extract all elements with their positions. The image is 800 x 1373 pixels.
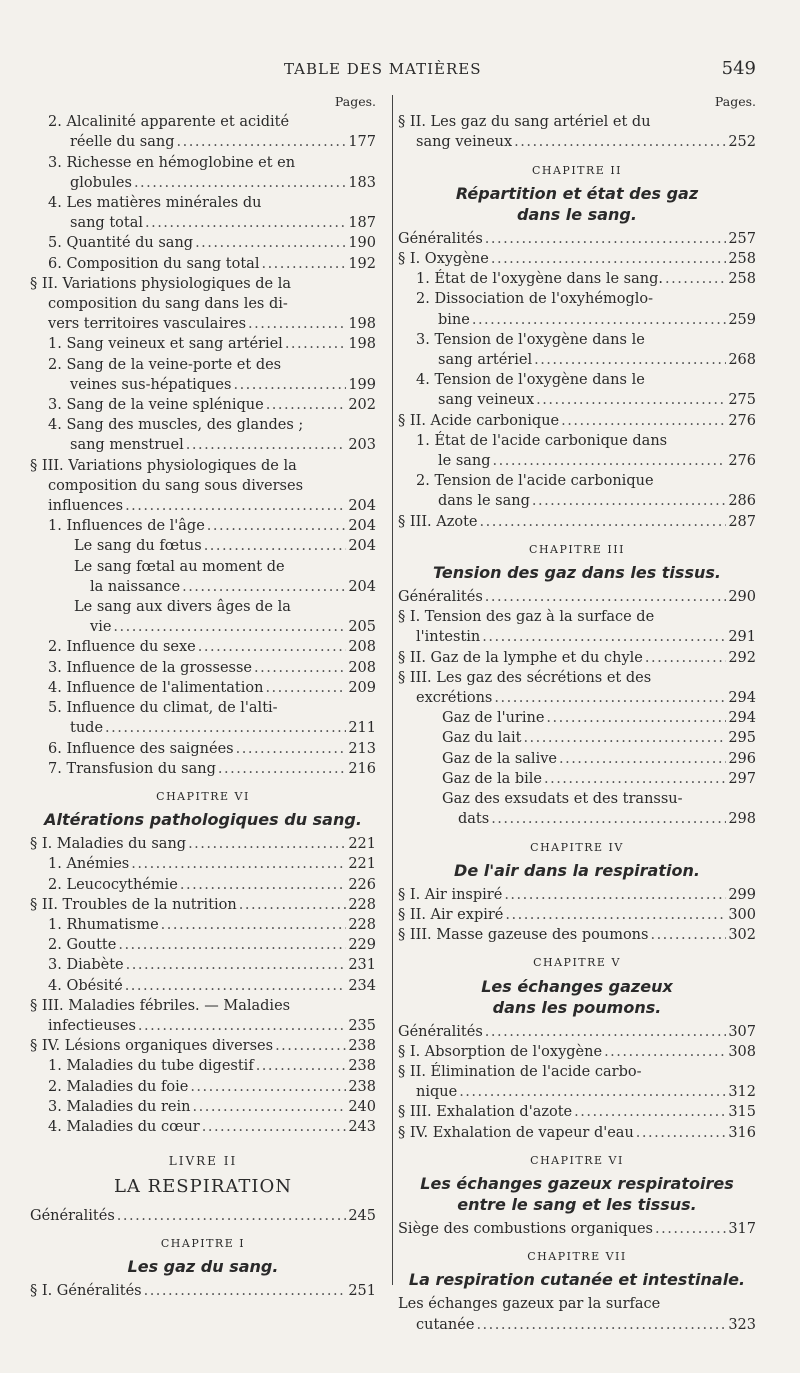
toc-entry [30,718,376,738]
toc-page: 216 [348,760,376,777]
toc-page: 275 [728,392,756,409]
toc-page: 287 [728,513,756,530]
toc-entry-text: 1. Sang veineux et sang artériel [48,336,283,353]
toc-section-text: § III. Les gaz des sécrétions et des [398,669,652,686]
toc-section-text: § III. Maladies fébriles. — Maladies [30,997,291,1014]
toc-page: 221 [348,856,376,873]
toc-entry-text: dats [458,811,490,828]
toc-page: 297 [728,770,756,787]
toc-entry-text: 4. Obésité [48,977,123,994]
chapter-title: Les échanges gazeux respiratoires [420,1173,734,1193]
toc-entry [398,728,756,748]
toc-entry [30,1206,376,1226]
part-title: LA RESPIRATION [113,1176,293,1198]
toc-page: 205 [348,619,376,636]
toc-entry-text: 2. Sang de la veine-porte et des [48,356,282,373]
chapter-title: Tension des gaz dans les tissus. [433,563,721,583]
toc-entry-text: 2. Tension de l'acide carbonique [416,473,654,490]
toc-entry [30,1036,376,1056]
chapter-title: dans le sang. [517,204,637,224]
toc-entry-text: 4. Tension de l'oxygène dans le [416,372,645,389]
toc-page: 307 [728,1023,756,1040]
toc-entry [30,395,376,415]
toc-entry-text: § III. Azote [398,513,478,530]
toc-entry [30,375,376,395]
toc-entry-text: § II. Gaz de la lymphe et du chyle [398,649,643,666]
toc-entry [398,1082,756,1102]
toc-entry-text: 2. Dissociation de l'oxyhémoglo- [416,291,654,308]
toc-entry-text: réelle du sang [70,134,175,151]
toc-entry [398,1102,756,1122]
toc-page: 316 [728,1124,756,1141]
toc-entry [30,976,376,996]
toc-entry-text: 4. Sang des muscles, des glandes ; [48,417,304,434]
toc-page: 238 [348,1058,376,1075]
toc-entry-text: dans le sang [438,493,530,510]
toc-entry-text: vie [90,619,112,636]
toc-entry-text: 2. Maladies du foie [48,1078,189,1095]
pages-label: Pages. [334,94,376,109]
toc-entry-text: sang veineux [416,134,513,151]
toc-page: 286 [728,493,756,510]
toc-entry-text: vers territoires vasculaires [48,316,247,333]
toc-entry [398,269,756,289]
toc-entry-text: excrétions [416,690,493,707]
toc-page: 235 [348,1017,376,1034]
toc-entry-text: sang total [70,215,143,232]
toc-page: 292 [728,649,756,666]
toc-page: 234 [348,977,376,994]
toc-entry [30,233,376,253]
toc-entry [398,905,756,925]
toc-entry-text: 1. État de l'acide carbonique dans [416,432,668,449]
chapter-title: Répartition et état des gaz [455,183,699,203]
toc-page: 240 [348,1098,376,1115]
toc-entry [30,739,376,759]
toc-entry-text: l'intestin [416,629,481,646]
toc-page: 199 [348,376,376,393]
toc-entry-text: Gaz du lait [442,730,522,747]
toc-entry-text: § III. Masse gazeuse des poumons [398,927,649,944]
toc-entry [398,249,756,269]
toc-entry [30,678,376,698]
toc-entry-text: globules [70,174,132,191]
toc-entry [398,749,756,769]
toc-section-text: composition du sang sous diverses [48,477,304,494]
toc-page: 238 [348,1038,376,1055]
toc-section-text: § II. Variations physiologiques de la [30,275,292,292]
toc-section-text: § II. Les gaz du sang artériel et du [398,114,651,131]
toc-entry [398,708,756,728]
toc-entry-text: 3. Influence de la grossesse [48,659,252,676]
right-column [398,92,756,1335]
toc-page: 294 [728,690,756,707]
toc-entry [30,637,376,657]
toc-entry [30,577,376,597]
toc-entry-text: tude [70,720,104,737]
toc-page: 315 [728,1104,756,1121]
toc-entry [398,885,756,905]
toc-entry-text: Généralités [398,230,483,247]
toc-entry-text: 1. Rhumatisme [48,916,159,933]
toc-entry-text: 2. Alcalinité apparente et acidité [48,114,290,131]
toc-page: 208 [348,639,376,656]
page-header [0,60,800,84]
toc-entry [398,925,756,945]
toc-page: 251 [348,1282,376,1299]
toc-entry-text: cutanée [416,1316,475,1333]
toc-entry-text: 1. Influences de l'âge [48,518,205,535]
toc-entry-text: 3. Diabète [48,957,124,974]
toc-entry [30,132,376,152]
toc-entry [398,809,756,829]
toc-page: 229 [348,937,376,954]
toc-page: 208 [348,659,376,676]
toc-entry [398,688,756,708]
toc-page: 245 [348,1207,376,1224]
toc-page: 317 [728,1220,756,1237]
toc-entry [30,435,376,455]
toc-entry [30,658,376,678]
toc-entry-text: § I. Absorption de l'oxygène [398,1043,603,1060]
toc-entry-text: veines sus-hépatiques [70,376,232,393]
toc-entry [30,1117,376,1137]
toc-page: 238 [348,1078,376,1095]
toc-entry [398,1123,756,1143]
toc-entry-text: Gaz des exsudats et des transsu- [442,791,683,808]
toc-entry-text: § I. Oxygène [398,251,489,268]
toc-entry-text: 7. Transfusion du sang [48,760,216,777]
chapter-title: entre le sang et les tissus. [457,1194,697,1214]
toc-entry-text: Généralités [398,1023,483,1040]
toc-section-text: composition du sang dans les di- [48,296,288,313]
toc-entry-text: 1. Anémies [48,856,130,873]
toc-page: 231 [348,957,376,974]
chapter-title: La respiration cutanée et intestinale. [408,1270,746,1290]
toc-entry-text: 3. Richesse en hémoglobine et en [48,154,296,171]
running-title: TABLE DES MATIÈRES [284,60,482,78]
toc-page: 226 [348,876,376,893]
toc-page: 228 [348,896,376,913]
toc-entry-text: 4. Influence de l'alimentation [48,679,264,696]
toc-page: 299 [728,886,756,903]
toc-entry [398,769,756,789]
toc-page: 290 [728,589,756,606]
toc-entry [30,935,376,955]
chapter-title: Les gaz du sang. [127,1256,279,1276]
toc-entry-text: § IV. Lésions organiques diverses [30,1038,274,1055]
left-column [30,92,376,1301]
toc-page: 323 [728,1316,756,1333]
chapter-title: De l'air dans la respiration. [454,860,700,880]
toc-entry-text: Le sang aux divers âges de la [74,599,291,616]
toc-entry-text: § II. Troubles de la nutrition [30,896,237,913]
toc-page: 268 [728,352,756,369]
toc-page: 177 [348,134,376,151]
toc-entry-text: 5. Quantité du sang [48,235,194,252]
toc-entry-text: Généralités [30,1207,115,1224]
toc-entry [30,1281,376,1301]
toc-entry [30,1077,376,1097]
toc-entry-text: § I. Maladies du sang [30,836,187,853]
toc-entry [398,491,756,511]
toc-entry-text: 2. Leucocythémie [48,876,178,893]
toc-entry-text: influences [48,498,124,515]
toc-entry [398,648,756,668]
toc-entry-text: Gaz de l'urine [442,710,545,727]
toc-entry [30,895,376,915]
toc-entry [30,213,376,233]
toc-page: 204 [348,538,376,555]
toc-page: 187 [348,215,376,232]
toc-page: 213 [348,740,376,757]
toc-entry-text: sang veineux [438,392,535,409]
toc-entry [398,411,756,431]
toc-section-text: § III. Variations physiologiques de la [30,457,297,474]
toc-entry-text: le sang [438,453,491,470]
toc-entry [30,1056,376,1076]
toc-page: 295 [728,730,756,747]
toc-page: 312 [728,1084,756,1101]
toc-page: 203 [348,437,376,454]
toc-section-text: Les échanges gazeux par la surface [398,1296,661,1313]
toc-entry-text: § I. Air inspiré [398,886,503,903]
toc-entry [398,587,756,607]
toc-entry-text: § II. Acide carbonique [398,412,560,429]
toc-section-text: § II. Élimination de l'acide carbo- [398,1063,642,1080]
toc-entry [30,617,376,637]
toc-entry [398,229,756,249]
chapter-label: CHAPITRE II [531,163,623,177]
toc-page: 209 [348,679,376,696]
toc-entry-text: 5. Influence du climat, de l'alti- [48,700,278,717]
toc-entry-text: 1. État de l'oxygène dans le sang. [416,271,663,288]
toc-entry [30,1097,376,1117]
toc-entry-text: 3. Tension de l'oxygène dans le [416,331,645,348]
toc-entry [398,627,756,647]
toc-entry-text: 2. Goutte [48,937,117,954]
toc-entry-text: sang artériel [438,352,533,369]
chapter-label: CHAPITRE V [533,956,621,970]
toc-page: 276 [728,453,756,470]
toc-entry [398,1219,756,1239]
toc-entry-text: 6. Influence des saignées [48,740,234,757]
toc-page: 221 [348,836,376,853]
toc-page: 296 [728,750,756,767]
toc-entry [30,854,376,874]
toc-page: 294 [728,710,756,727]
toc-page: 198 [348,336,376,353]
toc-entry-text: sang menstruel [70,437,184,454]
toc-page: 204 [348,518,376,535]
toc-page: 257 [728,230,756,247]
toc-page: 190 [348,235,376,252]
toc-page: 291 [728,629,756,646]
toc-page: 258 [728,251,756,268]
toc-page: 252 [728,134,756,151]
chapter-label: CHAPITRE IV [530,840,624,854]
toc-page: 276 [728,412,756,429]
chapter-title: dans les poumons. [492,997,662,1017]
toc-page: 259 [728,311,756,328]
toc-entry-text: infectieuses [48,1017,136,1034]
book-label: LIVRE II [168,1154,238,1169]
toc-entry [30,496,376,516]
toc-page: 258 [728,271,756,288]
toc-entry-text: Gaz de la bile [442,770,542,787]
toc-entry [30,1016,376,1036]
chapter-title: Les échanges gazeux [481,976,673,996]
toc-entry-text: 4. Maladies du cœur [48,1118,200,1135]
toc-page: 198 [348,316,376,333]
toc-page: 211 [348,720,376,737]
toc-page: 192 [348,255,376,272]
toc-page: 308 [728,1043,756,1060]
toc-entry-text: 4. Les matières minérales du [48,195,262,212]
toc-entry-text: § I. Généralités [30,1282,142,1299]
toc-entry-text: § II. Air expiré [398,906,504,923]
toc-entry-text: bine [438,311,470,328]
chapter-label: CHAPITRE VII [527,1250,627,1264]
toc-entry [30,254,376,274]
chapter-label: CHAPITRE VI [156,789,250,803]
toc-entry-text: 6. Composition du sang total [48,255,260,272]
toc-entry [30,875,376,895]
toc-entry-text: Le sang du fœtus [74,538,202,555]
toc-entry-text: § IV. Exhalation de vapeur d'eau [398,1124,634,1141]
toc-page: 302 [728,927,756,944]
toc-entry [30,536,376,556]
toc-entry [30,173,376,193]
toc-entry [398,1042,756,1062]
chapter-label: CHAPITRE VI [530,1153,624,1167]
toc-entry [30,759,376,779]
toc-page: 298 [728,811,756,828]
chapter-label: CHAPITRE I [160,1236,246,1250]
toc-page: 202 [348,397,376,414]
toc-entry-text: § III. Exhalation d'azote [398,1104,573,1121]
toc-entry [398,310,756,330]
chapter-label: CHAPITRE III [529,542,625,556]
toc-entry [398,1022,756,1042]
toc-entry [398,512,756,532]
toc-entry-text: Gaz de la salive [442,750,557,767]
chapter-title: Altérations pathologiques du sang. [44,810,362,830]
toc-entry-text: Le sang fœtal au moment de [74,558,285,575]
toc-section-text: § I. Tension des gaz à la surface de [398,609,655,626]
toc-entry [398,350,756,370]
toc-entry [398,1315,756,1335]
toc-entry-text: 2. Influence du sexe [48,639,196,656]
toc-entry-text: nique [416,1084,458,1101]
toc-entry [398,132,756,152]
toc-entry-text: 3. Sang de la veine splénique [48,397,264,414]
toc-entry-text: 1. Maladies du tube digestif [48,1058,254,1075]
toc-page: 228 [348,916,376,933]
toc-entry [398,390,756,410]
toc-entry [30,915,376,935]
pages-label: Pages. [714,94,756,109]
toc-entry [30,314,376,334]
toc-entry-text: Siège des combustions organiques [398,1220,653,1237]
toc-page: 183 [348,174,376,191]
toc-page: 204 [348,498,376,515]
toc-entry [30,955,376,975]
toc-entry [398,451,756,471]
toc-entry [30,516,376,536]
toc-page: 300 [728,906,756,923]
column-divider [392,95,393,1285]
toc-entry [30,334,376,354]
page-number: 549 [721,58,756,79]
toc-page: 204 [348,578,376,595]
toc-entry-text: Généralités [398,589,483,606]
toc-entry-text: 3. Maladies du rein [48,1098,191,1115]
toc-entry-text: la naissance [90,578,181,595]
toc-entry [30,834,376,854]
toc-page: 243 [348,1118,376,1135]
